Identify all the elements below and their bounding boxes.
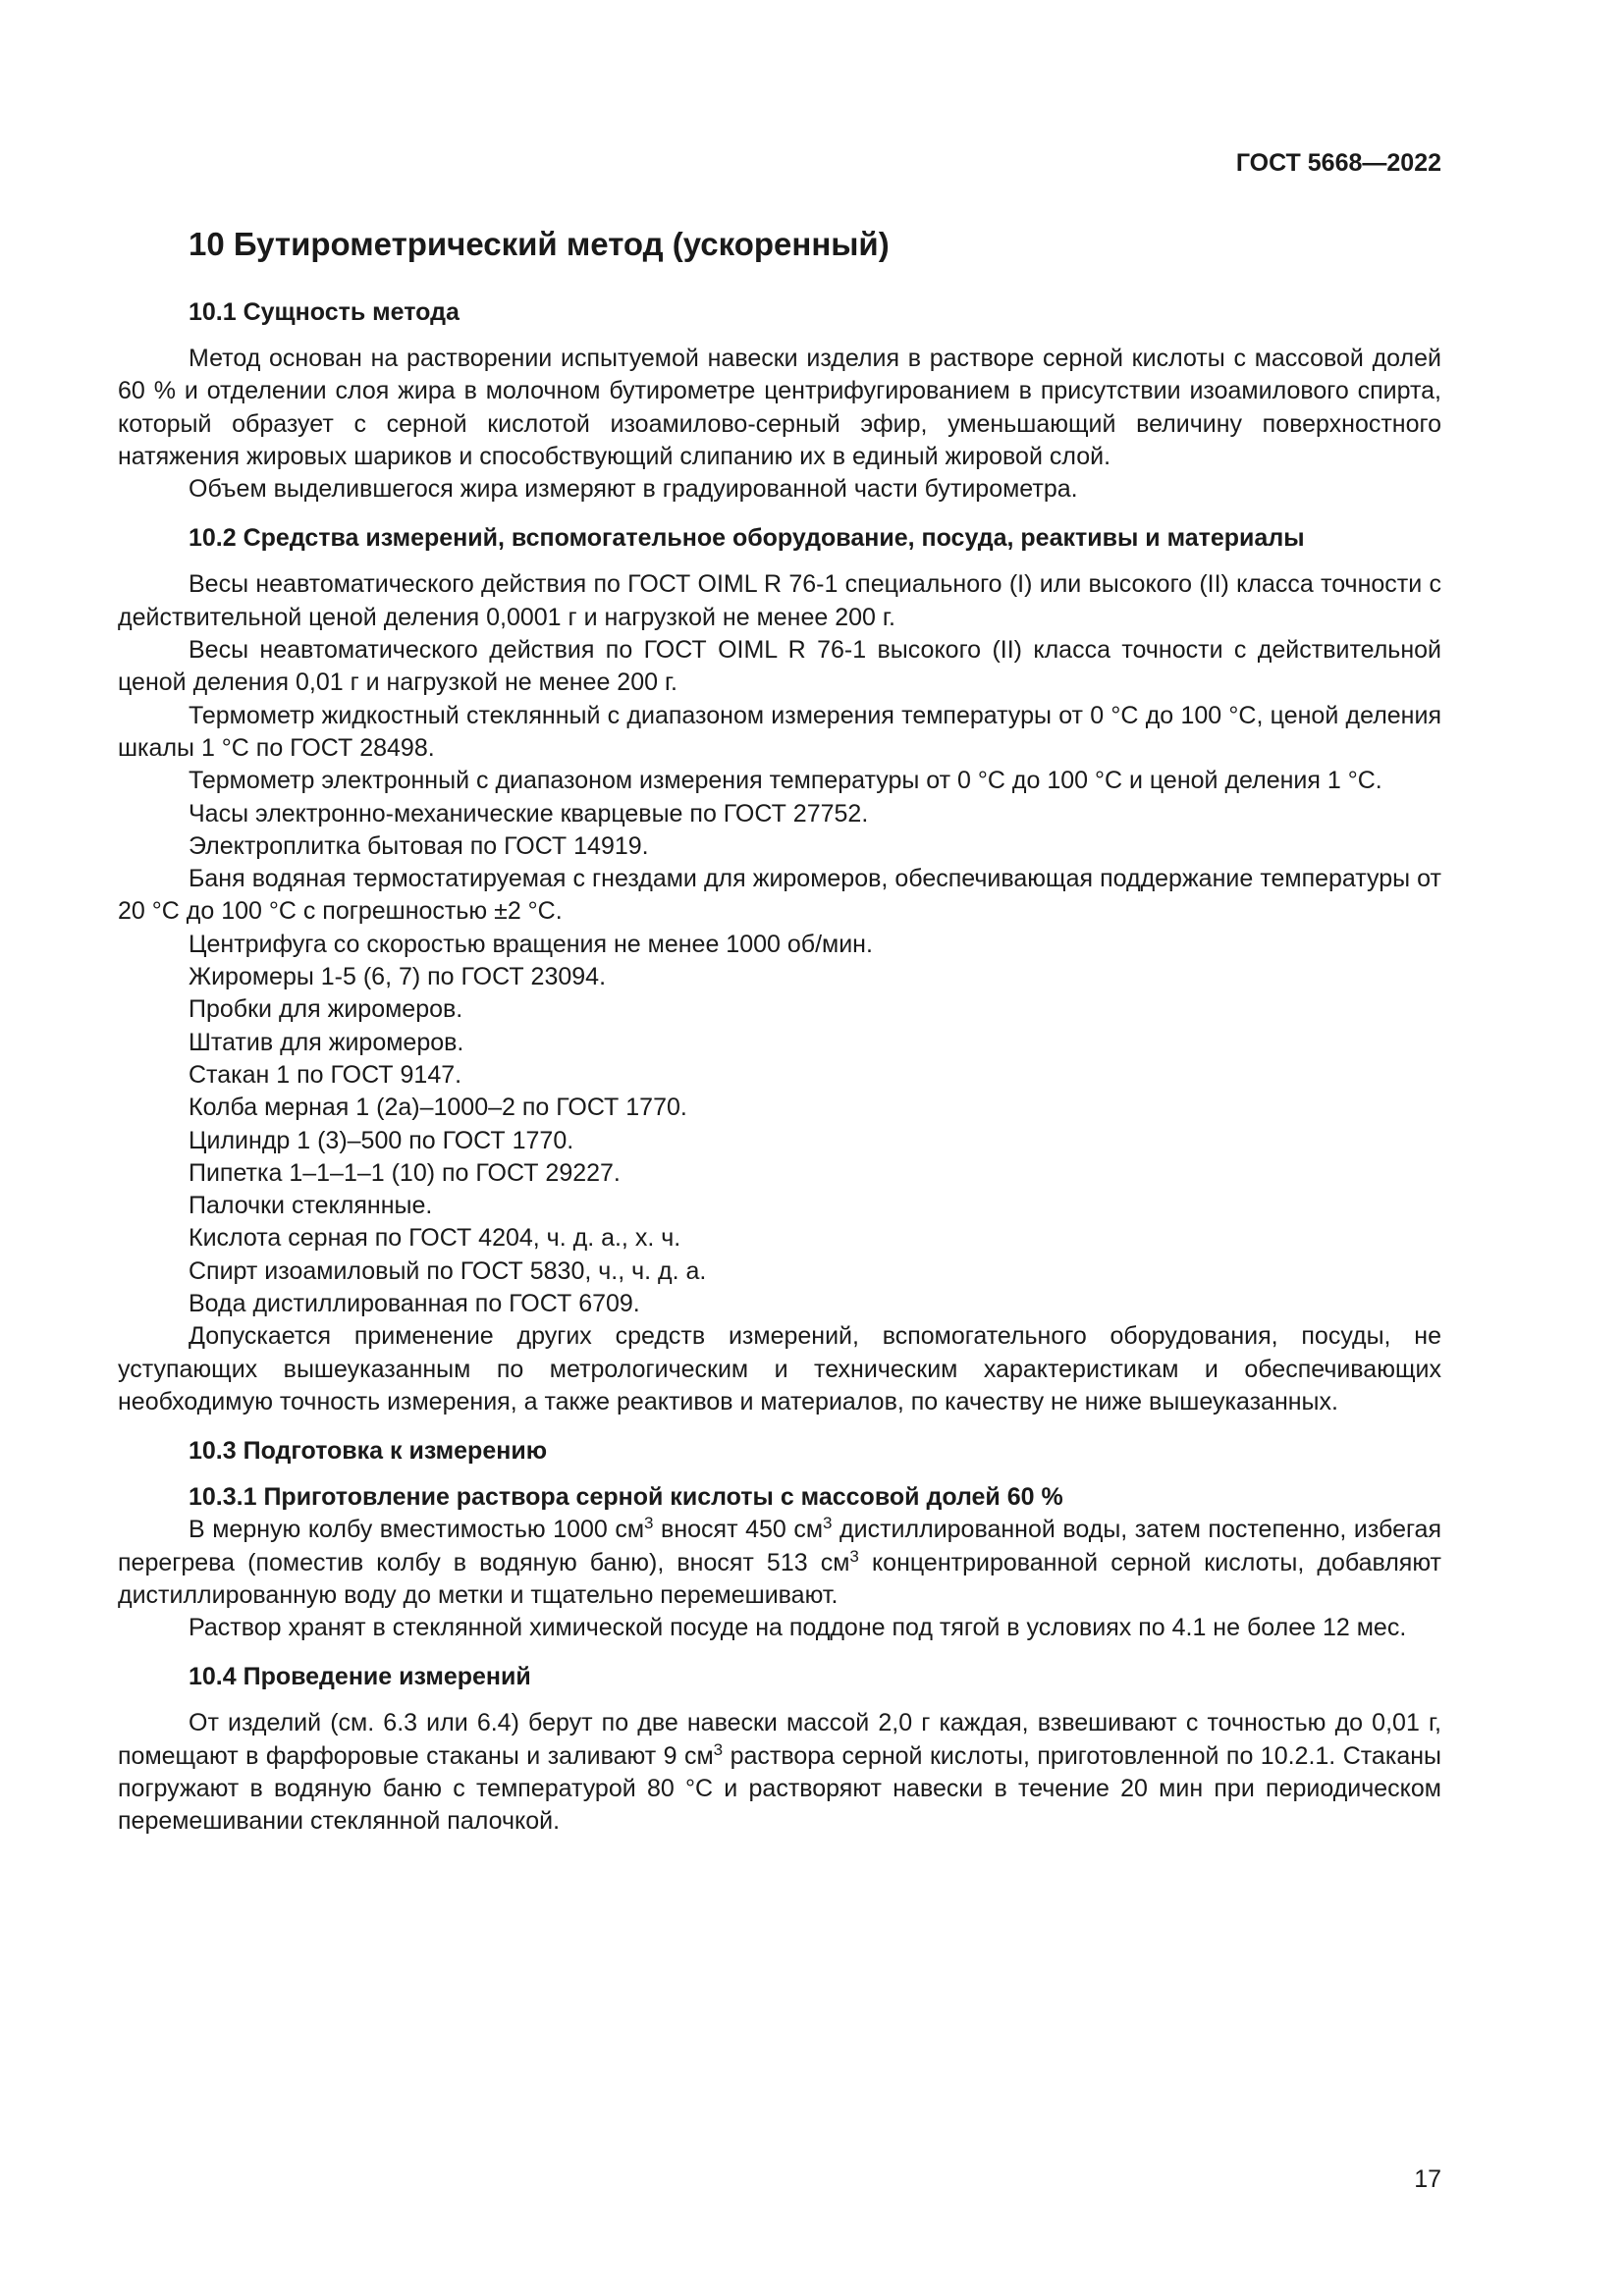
list-item: Баня водяная термостатируемая с гнездами для жиромеров, обеспечивающая поддержание температуры от 20 °С до 100 °С с погрешностью ±2 °С. bbox=[118, 865, 1441, 926]
list-item: Цилиндр 1 (3)–500 по ГОСТ 1770. bbox=[189, 1126, 574, 1154]
list-item: Стакан 1 по ГОСТ 9147. bbox=[189, 1060, 462, 1089]
list-item: Термометр жидкостный стеклянный с диапазоном измерения температуры от 0 °С до 100 °С, ценой деления шкалы 1 °С по ГОСТ 28498. bbox=[118, 701, 1441, 762]
list-item: Жиромеры 1-5 (6, 7) по ГОСТ 23094. bbox=[189, 963, 607, 991]
list-item: Часы электронно-механические кварцевые по ГОСТ 27752. bbox=[189, 799, 869, 828]
list-item: Электроплитка бытовая по ГОСТ 14919. bbox=[189, 831, 649, 860]
list-item: Вода дистиллированная по ГОСТ 6709. bbox=[189, 1290, 640, 1318]
list-item: Палочки стеклянные. bbox=[189, 1192, 433, 1220]
list-item: Кислота серная по ГОСТ 4204, ч. д. а., х. ч. bbox=[189, 1224, 681, 1253]
list-item: Центрифуга со скоростью вращения не менее 1000 об/мин. bbox=[189, 930, 873, 958]
list-item: Колба мерная 1 (2а)–1000–2 по ГОСТ 1770. bbox=[189, 1094, 687, 1122]
section-10-3-1-title: 10.3.1 Приготовление раствора серной кислоты с массовой долей 60 % bbox=[189, 1483, 1063, 1512]
section-10-title: 10 Бутирометрический метод (ускоренный) bbox=[189, 226, 890, 262]
paragraph: Метод основан на растворении испытуемой навески изделия в растворе серной кислоты с массовой долей 60 % и отделении слоя жира в молочном бутирометре центрифугированием в присутствии изоамилового спирта, который образует с серной кислотой изоамилово-серный эфир, уменьшающий величину поверхностного натяжения жировых шариков и способствующий слипанию их в единый жировой слой. bbox=[118, 345, 1441, 470]
section-10-1-title: 10.1 Сущность метода bbox=[189, 298, 460, 326]
page-content bbox=[118, 224, 1441, 1839]
page-number: 17 bbox=[1414, 2165, 1441, 2193]
paragraph: Допускается применение других средств измерений, вспомогательного оборудования, посуды, не уступающих вышеуказанным по метрологическим и техническим характеристикам и обеспечивающих необходимую точность измерения, а также реактивов и материалов, по качеству не ниже вышеуказанных. bbox=[118, 1322, 1441, 1415]
list-item: Штатив для жиромеров. bbox=[189, 1028, 464, 1056]
equipment-list bbox=[118, 568, 1441, 1418]
list-item: Весы неавтоматического действия по ГОСТ OIML R 76-1 высокого (II) класса точности с действительной ценой деления 0,01 г и нагрузкой не менее 200 г. bbox=[118, 636, 1441, 697]
document-code: ГОСТ 5668—2022 bbox=[1235, 149, 1441, 177]
paragraph: В мерную колбу вместимостью 1000 $см^3$ вносят 450 $см^3$ дистиллированной воды, затем постепенно, избегая перегрева (поместив колбу в водяную баню), вносят 513 $см^3$ концентрированной серной кислоты, добавляют дистиллированную воду до метки и тщательно перемешивают. bbox=[118, 1514, 1441, 1609]
section-10-3-title: 10.3 Подготовка к измерению bbox=[189, 1437, 548, 1466]
paragraph: Раствор хранят в стеклянной химической посуде на поддоне под тягой в условиях по 4.1 не более 12 мес. bbox=[189, 1614, 1407, 1642]
paragraph: Объем выделившегося жира измеряют в градуированной части бутирометра. bbox=[189, 475, 1078, 504]
list-item: Термометр электронный с диапазоном измерения температуры от 0 °С до 100 °С и ценой деления 1 °С. bbox=[189, 767, 1382, 795]
list-item: Весы неавтоматического действия по ГОСТ OIML R 76-1 специального (I) или высокого (II) класса точности с действительной ценой деления 0,0001 г и нагрузкой не менее 200 г. bbox=[118, 570, 1441, 631]
paragraph: От изделий (см. 6.3 или 6.4) берут по две навески массой 2,0 г каждая, взвешивают с точностью до 0,01 г, помещают в фарфоровые стаканы и заливают 9 $см^3$ раствора серной кислоты, приготовленной по 10.2.1. Стаканы погружают в водяную баню с температурой 80 °С и растворяют навески в течение 20 мин при периодическом перемешивании стеклянной палочкой. bbox=[118, 1709, 1441, 1836]
section-10-2-title: 10.2 Средства измерений, вспомогательное оборудование, посуда, реактивы и материалы bbox=[189, 524, 1305, 553]
list-item: Пробки для жиромеров. bbox=[189, 995, 463, 1024]
list-item: Спирт изоамиловый по ГОСТ 5830, ч., ч. д. а. bbox=[189, 1256, 707, 1285]
list-item: Пипетка 1–1–1–1 (10) по ГОСТ 29227. bbox=[189, 1158, 621, 1187]
section-10-4-title: 10.4 Проведение измерений bbox=[189, 1663, 531, 1691]
